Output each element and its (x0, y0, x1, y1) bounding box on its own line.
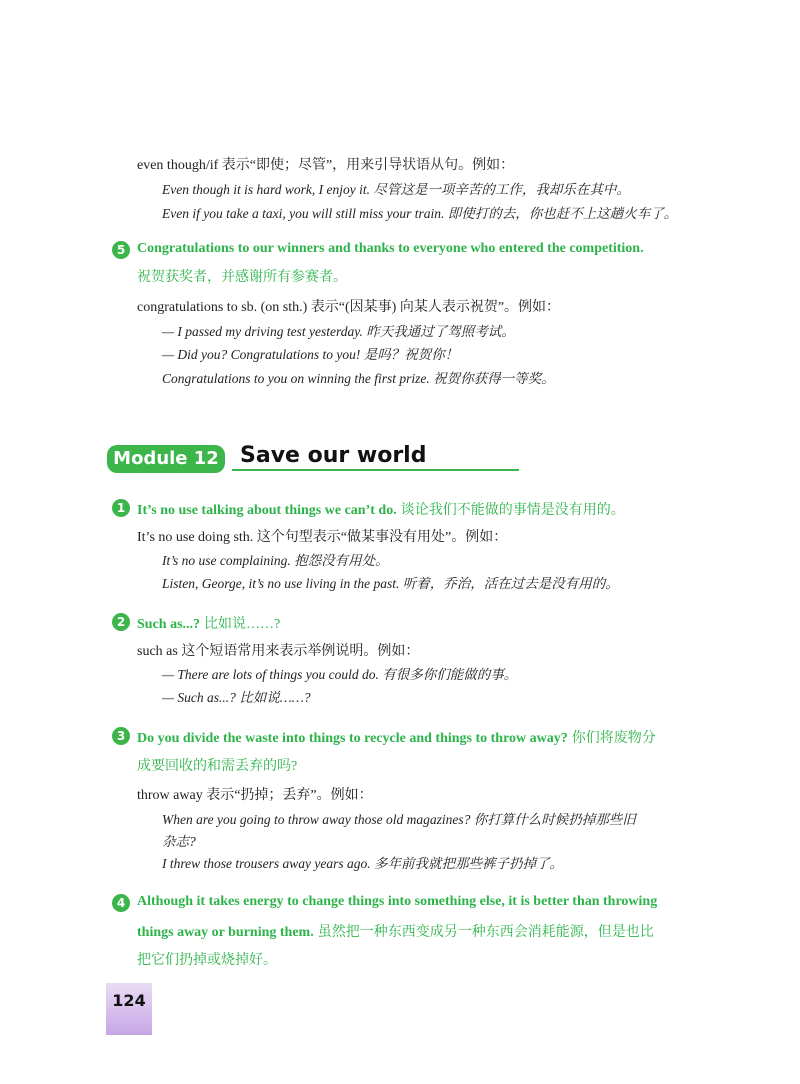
item-english-heading: Do you divide the waste into things to recycle and things to throw away? (137, 731, 568, 746)
item-english-heading: things away or burning them. (137, 925, 314, 940)
item-english-heading: Congratulations to our winners and thanks to everyone who entered the competition. (137, 241, 644, 256)
module-title-underline (232, 469, 519, 471)
item-heading (137, 613, 280, 633)
item-number-badge: 1 (112, 499, 130, 517)
example-sentence: Congratulations to you on winning the first prize. 祝贺你获得一等奖。 (162, 371, 555, 386)
module-badge: Module 12 (107, 445, 225, 473)
example-sentence: — There are lots of things you could do. 有很多你们能做的事。 (162, 667, 518, 682)
body-text: such as 这个短语常用来表示举例说明。例如： (137, 644, 420, 659)
item-number-badge: 2 (112, 613, 130, 631)
item-chinese-heading: 虽然把一种东西变成另一种东西会消耗能源，但是也比 (317, 925, 654, 940)
item-chinese-heading: 祝贺获奖者，并感谢所有参赛者。 (137, 270, 347, 285)
example-sentence: Listen, George, it’s no use living in the past. 听着，乔治，活在过去是没有用的。 (162, 576, 619, 591)
item-chinese-heading: 成要回收的和需丢弃的吗? (137, 759, 298, 774)
example-sentence: Even though it is hard work, I enjoy it. 尽管这是一项辛苦的工作，我却乐在其中。 (162, 182, 630, 197)
item-english-heading: Although it takes energy to change things into something else, it is better than throwing (137, 894, 658, 909)
item-number-badge: 3 (112, 727, 130, 745)
item-number-badge: 4 (112, 894, 130, 912)
example-sentence: — Did you? Congratulations to you! 是吗？祝贺你！ (162, 347, 459, 362)
item-number-badge: 5 (112, 241, 130, 259)
example-sentence: I threw those trousers away years ago. 多年前我就把那些裤子扔掉了。 (162, 856, 563, 871)
item-english-heading: Such as...? (137, 617, 201, 632)
page-number-tab (106, 983, 152, 1035)
example-sentence: — I passed my driving test yesterday. 昨天我通过了驾照考试。 (162, 324, 515, 339)
module-title: Save our world (240, 443, 427, 468)
page-number: 124 (112, 991, 146, 1010)
example-sentence: It’s no use complaining. 抱怨没有用处。 (162, 553, 389, 568)
example-sentence: Even if you take a taxi, you will still miss your train. 即使打的去，你也赶不上这趟火车了。 (162, 206, 678, 221)
item-heading (137, 499, 625, 519)
item-chinese-heading: 谈论我们不能做的事情是没有用的。 (400, 503, 625, 518)
item-heading (137, 921, 654, 941)
example-sentence: — Such as...? 比如说……? (162, 690, 311, 705)
example-sentence: When are you going to throw away those old magazines? 你打算什么时候扔掉那些旧 (162, 812, 636, 827)
item-heading (137, 727, 656, 747)
example-sentence: 杂志? (162, 834, 196, 849)
item-english-heading: It’s no use talking about things we can’t do. (137, 503, 397, 518)
body-text: congratulations to sb. (on sth.) 表示“(因某事) 向某人表示祝贺”。例如： (137, 300, 561, 315)
body-text: It’s no use doing sth. 这个句型表示“做某事没有用处”。例如： (137, 530, 508, 545)
item-chinese-heading: 你们将废物分 (571, 731, 656, 746)
item-chinese-heading: 比如说……? (204, 617, 281, 632)
item-chinese-heading: 把它们扔掉或烧掉好。 (137, 953, 277, 968)
body-text: throw away 表示“扔掉；丢弃”。例如： (137, 788, 373, 803)
body-text: even though/if 表示“即使；尽管”，用来引导状语从句。例如： (137, 158, 515, 173)
